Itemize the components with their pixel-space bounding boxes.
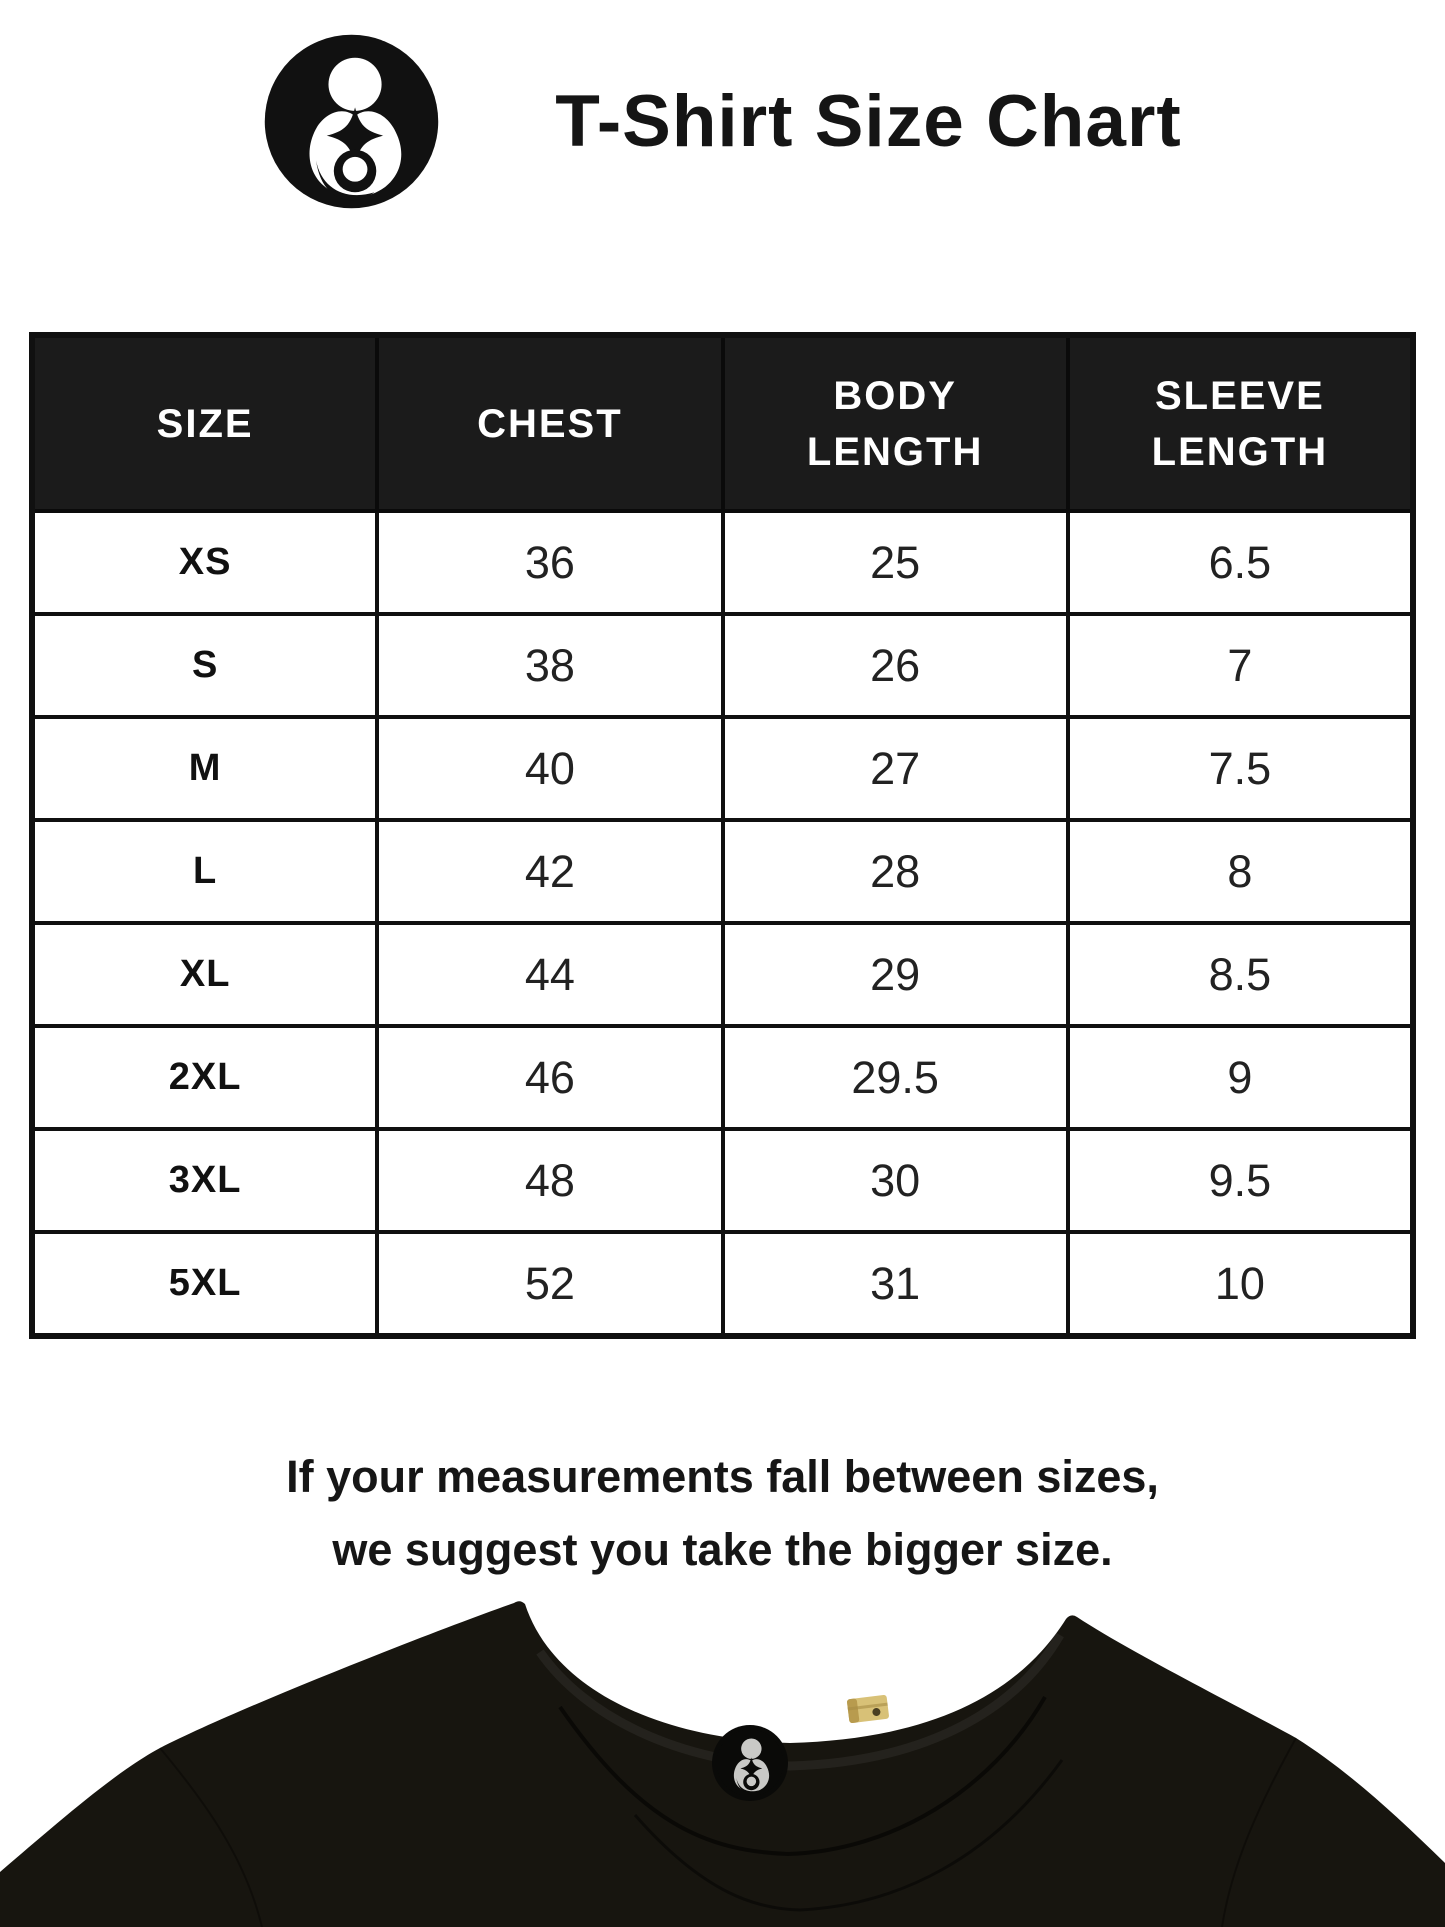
size-cell: 3XL [32,1129,377,1232]
sleeve-length-cell: 9 [1068,1026,1413,1129]
sleeve-length-cell: 7 [1068,614,1413,717]
header-row [32,335,1413,511]
brand-logo-icon [263,33,440,210]
chest-cell: 48 [377,1129,722,1232]
chest-cell: 46 [377,1026,722,1129]
size-chart-table-header [32,335,1413,511]
care-tag [847,1695,890,1724]
body-length-cell: 30 [723,1129,1068,1232]
chest-cell: 52 [377,1232,722,1336]
size-cell: S [32,614,377,717]
tshirt-photo [0,1557,1445,1927]
table-row [32,1026,1413,1129]
chest-cell: 36 [377,511,722,614]
sleeve-length-cell: 7.5 [1068,717,1413,820]
brand-header [0,0,1445,210]
table-row [32,614,1413,717]
table-row [32,923,1413,1026]
fit-note-line2: we suggest you take the bigger size. [332,1523,1113,1575]
neck-label [712,1725,788,1801]
body-length-cell: 27 [723,717,1068,820]
fit-note-line1: If your measurements fall between sizes, [286,1451,1159,1502]
size-chart-table [29,332,1416,1339]
chest-cell: 44 [377,923,722,1026]
size-cell: M [32,717,377,820]
column-header-body-length: BODY LENGTH [723,335,1068,511]
table-row [32,717,1413,820]
size-cell: XS [32,511,377,614]
table-row [32,820,1413,923]
column-header-sleeve-length: SLEEVE LENGTH [1068,335,1413,511]
body-length-cell: 29 [723,923,1068,1026]
page-title: T-Shirt Size Chart [555,81,1182,162]
chest-cell: 42 [377,820,722,923]
body-length-cell: 31 [723,1232,1068,1336]
body-length-cell: 29.5 [723,1026,1068,1129]
neck-label-logo-icon [717,1730,784,1797]
sleeve-length-cell: 8.5 [1068,923,1413,1026]
body-length-cell: 25 [723,511,1068,614]
size-table-body [32,511,1413,1336]
size-cell: 2XL [32,1026,377,1129]
column-header-chest: CHEST [377,335,722,511]
sleeve-length-cell: 10 [1068,1232,1413,1336]
chest-cell: 38 [377,614,722,717]
size-cell: 5XL [32,1232,377,1336]
sleeve-length-cell: 9.5 [1068,1129,1413,1232]
sleeve-length-cell: 6.5 [1068,511,1413,614]
chest-cell: 40 [377,717,722,820]
sleeve-length-cell: 8 [1068,820,1413,923]
size-cell: XL [32,923,377,1026]
size-cell: L [32,820,377,923]
body-length-cell: 28 [723,820,1068,923]
table-row [32,1232,1413,1336]
body-length-cell: 26 [723,614,1068,717]
table-row [32,1129,1413,1232]
column-header-size: SIZE [32,335,377,511]
table-row [32,511,1413,614]
